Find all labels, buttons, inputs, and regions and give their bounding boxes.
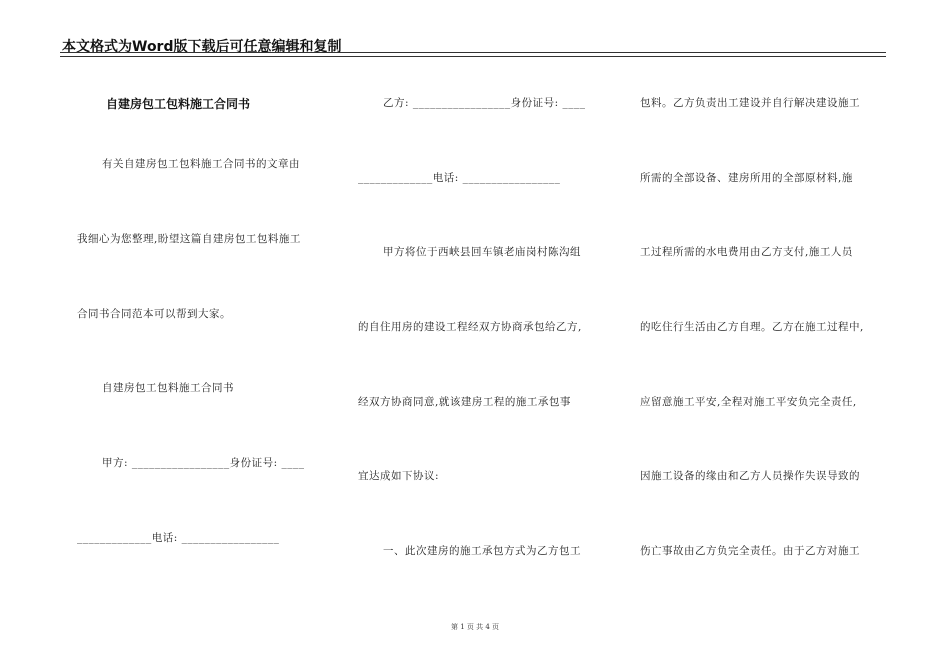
paragraph-line: 自建房包工包料施工合同书 (102, 382, 234, 394)
party-b-line: 乙方: _________________身份证号: ____ (383, 97, 586, 109)
paragraph-line: 一、此次建房的施工承包方式为乙方包工 (383, 545, 581, 557)
page-number-footer: 第 1 页 共 4 页 (450, 623, 500, 631)
document-header-banner: 本文格式为Word版下载后可任意编辑和复制 (62, 39, 342, 55)
paragraph-line: 的自住用房的建设工程经双方协商承包给乙方, (358, 321, 582, 333)
paragraph-line: 宜达成如下协议: (358, 470, 440, 482)
paragraph-line: 工过程所需的水电费用由乙方支付,施工人员 (640, 246, 853, 258)
paragraph-line: 伤亡事故由乙方负完全责任。由于乙方对施工 (640, 545, 860, 557)
paragraph-line: 应留意施工平安,全程对施工平安负完全责任, (640, 396, 857, 408)
party-a-phone-line: _____________电话: _________________ (77, 532, 280, 544)
paragraph-line: 经双方协商同意,就该建房工程的施工承包事 (358, 396, 571, 408)
paragraph-line: 的吃住行生活由乙方自理。乙方在施工过程中, (640, 321, 864, 333)
paragraph-line: 包料。乙方负责出工建设并自行解决建设施工 (640, 97, 860, 109)
paragraph-line: 所需的全部设备、建房所用的全部原材料,施 (640, 172, 853, 184)
paragraph-line: 合同书合同范本可以帮到大家。 (77, 308, 231, 320)
header-rule-top (60, 52, 886, 53)
party-b-phone-line: _____________电话: _________________ (358, 172, 561, 184)
paragraph-line: 我细心为您整理,盼望这篇自建房包工包料施工 (77, 233, 301, 245)
paragraph-line: 因施工设备的缘由和乙方人员操作失误导致的 (640, 470, 860, 482)
header-rule-bottom (60, 56, 886, 57)
paragraph-line: 甲方将位于西峡县回车镇老庙岗村陈沟组 (383, 246, 581, 258)
paragraph-line: 有关自建房包工包料施工合同书的文章由 (102, 158, 300, 170)
party-a-line: 甲方: _________________身份证号: ____ (102, 457, 305, 469)
document-title: 自建房包工包料施工合同书 (106, 97, 251, 111)
